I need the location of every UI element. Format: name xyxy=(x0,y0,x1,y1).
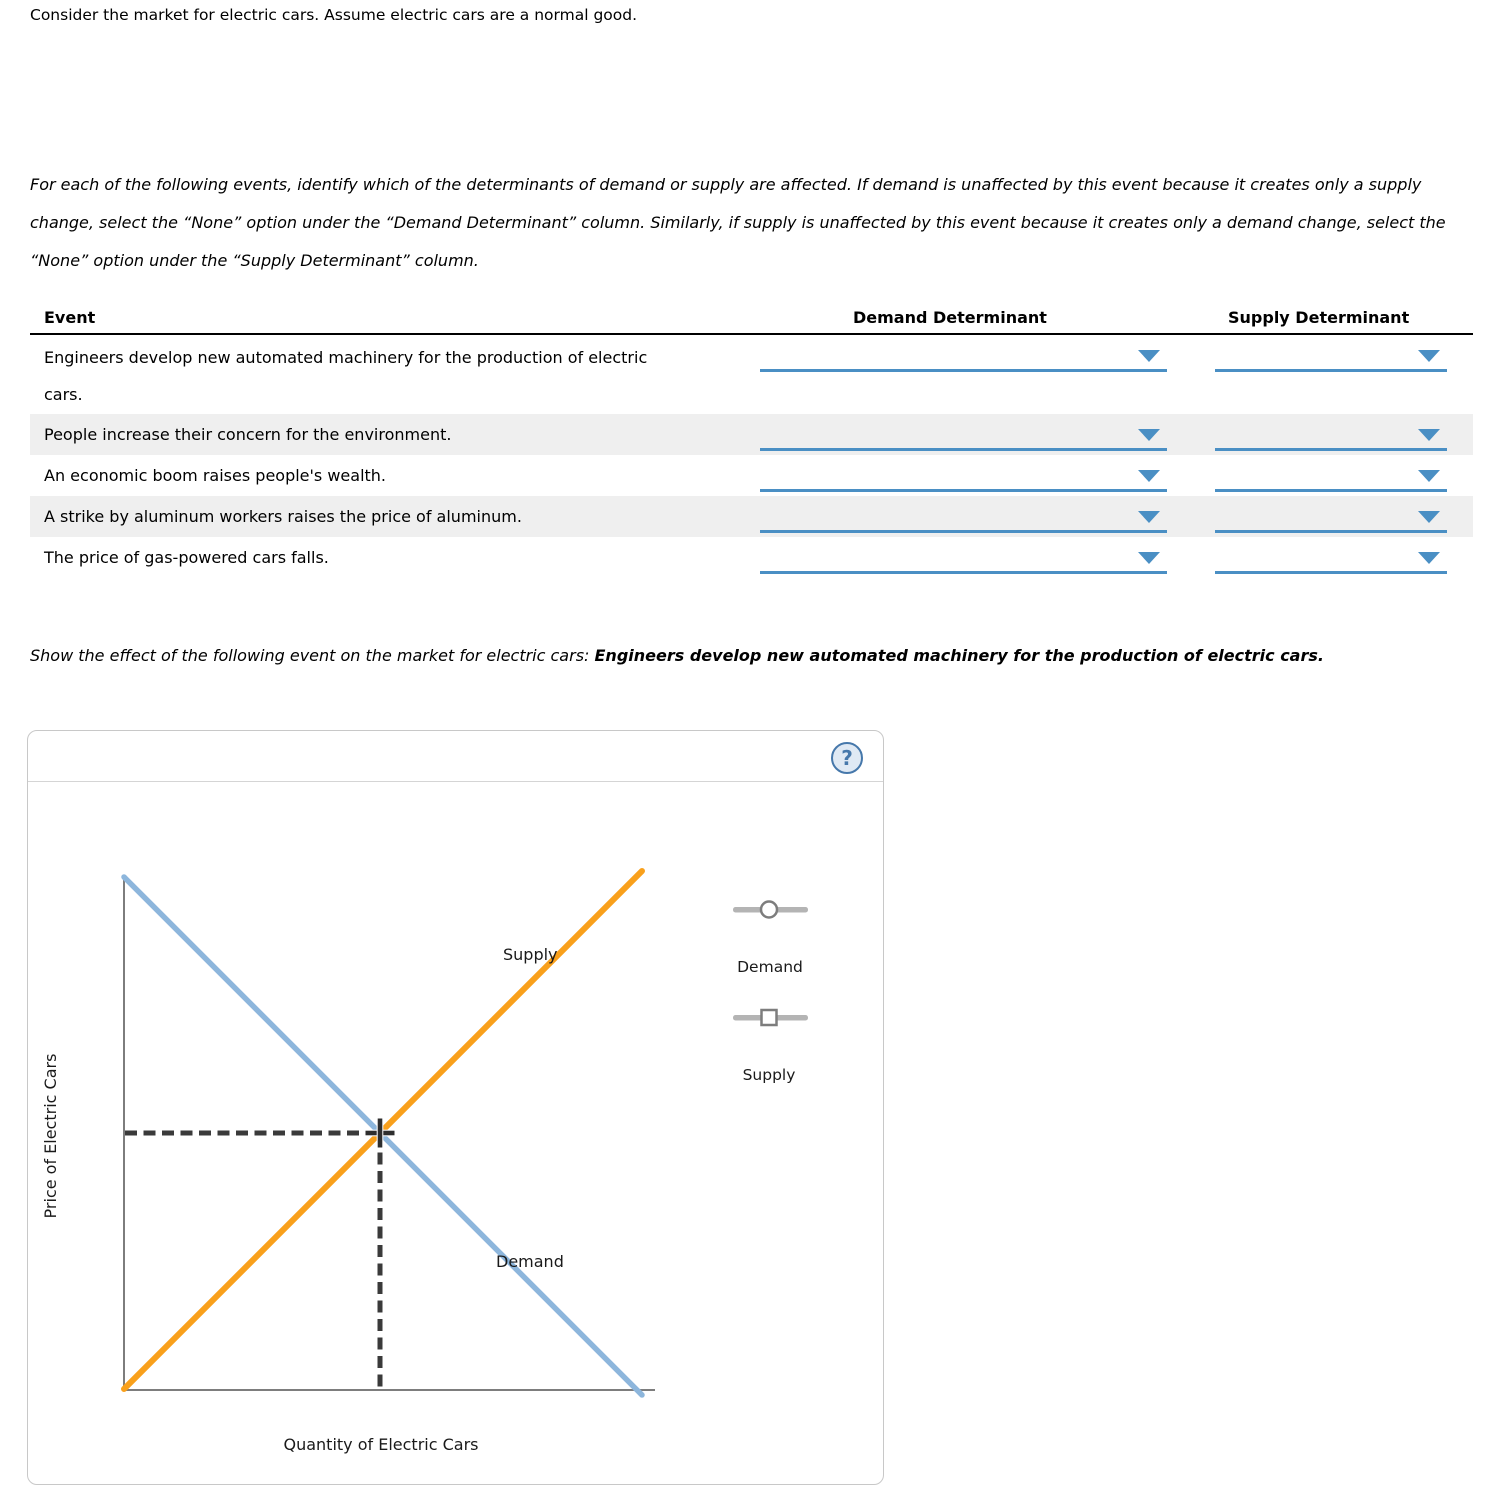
supply-determinant-dropdown[interactable] xyxy=(1215,429,1447,451)
chevron-down-icon xyxy=(1418,511,1440,523)
chevron-down-icon xyxy=(1138,511,1160,523)
chevron-down-icon xyxy=(1418,552,1440,564)
help-button[interactable]: ? xyxy=(831,742,863,774)
column-header-demand-determinant: Demand Determinant xyxy=(853,308,1047,327)
demand-curve-label: Demand xyxy=(496,1252,564,1271)
demand-slider-label: Demand xyxy=(737,958,803,976)
chevron-down-icon xyxy=(1138,350,1160,362)
supply-determinant-dropdown[interactable] xyxy=(1215,470,1447,492)
event-emphasis: Engineers develop new automated machinery for the production of electric cars. xyxy=(594,646,1324,665)
demand-slider-handle[interactable] xyxy=(761,902,777,918)
supply-demand-graph xyxy=(28,731,883,1484)
column-header-supply-determinant: Supply Determinant xyxy=(1228,308,1410,327)
supply-slider[interactable] xyxy=(733,1010,808,1025)
instructions-text: For each of the following events, identify which of the determinants of demand or supply are affected. If demand is unaffected by this event because it creates only a supply change, select the “None” option under the “Demand Determinant” column. Similarly, if supply is unaffected by this event because it creates only a demand change, select the “None” option under the “Supply Determinant” column. xyxy=(30,175,1446,270)
page-title: Consider the market for electric cars. Assume electric cars are a normal good. xyxy=(30,6,638,24)
table-row xyxy=(30,335,1473,414)
column-header-event: Event xyxy=(44,308,96,327)
event-text: An economic boom raises people's wealth. xyxy=(44,466,387,485)
determinants-table xyxy=(30,303,1473,578)
event-text: Engineers develop new automated machinery for the production of electric cars. xyxy=(44,348,648,404)
demand-determinant-dropdown[interactable] xyxy=(760,350,1167,372)
demand-slider[interactable] xyxy=(733,902,808,918)
event-text: A strike by aluminum workers raises the price of aluminum. xyxy=(44,507,522,526)
table-header-row xyxy=(30,303,1473,335)
supply-slider-handle[interactable] xyxy=(762,1010,777,1025)
supply-determinant-dropdown[interactable] xyxy=(1215,552,1447,574)
chevron-down-icon xyxy=(1418,429,1440,441)
chevron-down-icon xyxy=(1138,429,1160,441)
supply-curve-label: Supply xyxy=(503,945,558,964)
demand-determinant-dropdown[interactable] xyxy=(760,429,1167,451)
supply-determinant-dropdown[interactable] xyxy=(1215,350,1447,372)
supply-slider-label: Supply xyxy=(742,1066,796,1084)
x-axis-label: Quantity of Electric Cars xyxy=(283,1435,479,1454)
demand-determinant-dropdown[interactable] xyxy=(760,552,1167,574)
graph-tool-panel xyxy=(27,730,884,1485)
table-row xyxy=(30,455,1473,496)
demand-determinant-dropdown[interactable] xyxy=(760,511,1167,533)
event-text: The price of gas-powered cars falls. xyxy=(44,548,329,567)
show-effect-instruction: Show the effect of the following event on the market for electric cars: Engineers develop new automated machinery for the production of electric cars. xyxy=(30,646,1324,665)
table-row xyxy=(30,414,1473,455)
table-row xyxy=(30,496,1473,537)
demand-determinant-dropdown[interactable] xyxy=(760,470,1167,492)
chevron-down-icon xyxy=(1418,470,1440,482)
chevron-down-icon xyxy=(1138,552,1160,564)
y-axis-label: Price of Electric Cars xyxy=(41,1053,60,1219)
chevron-down-icon xyxy=(1138,470,1160,482)
supply-determinant-dropdown[interactable] xyxy=(1215,511,1447,533)
table-row xyxy=(30,537,1473,578)
chevron-down-icon xyxy=(1418,350,1440,362)
event-text: People increase their concern for the environment. xyxy=(44,425,452,444)
